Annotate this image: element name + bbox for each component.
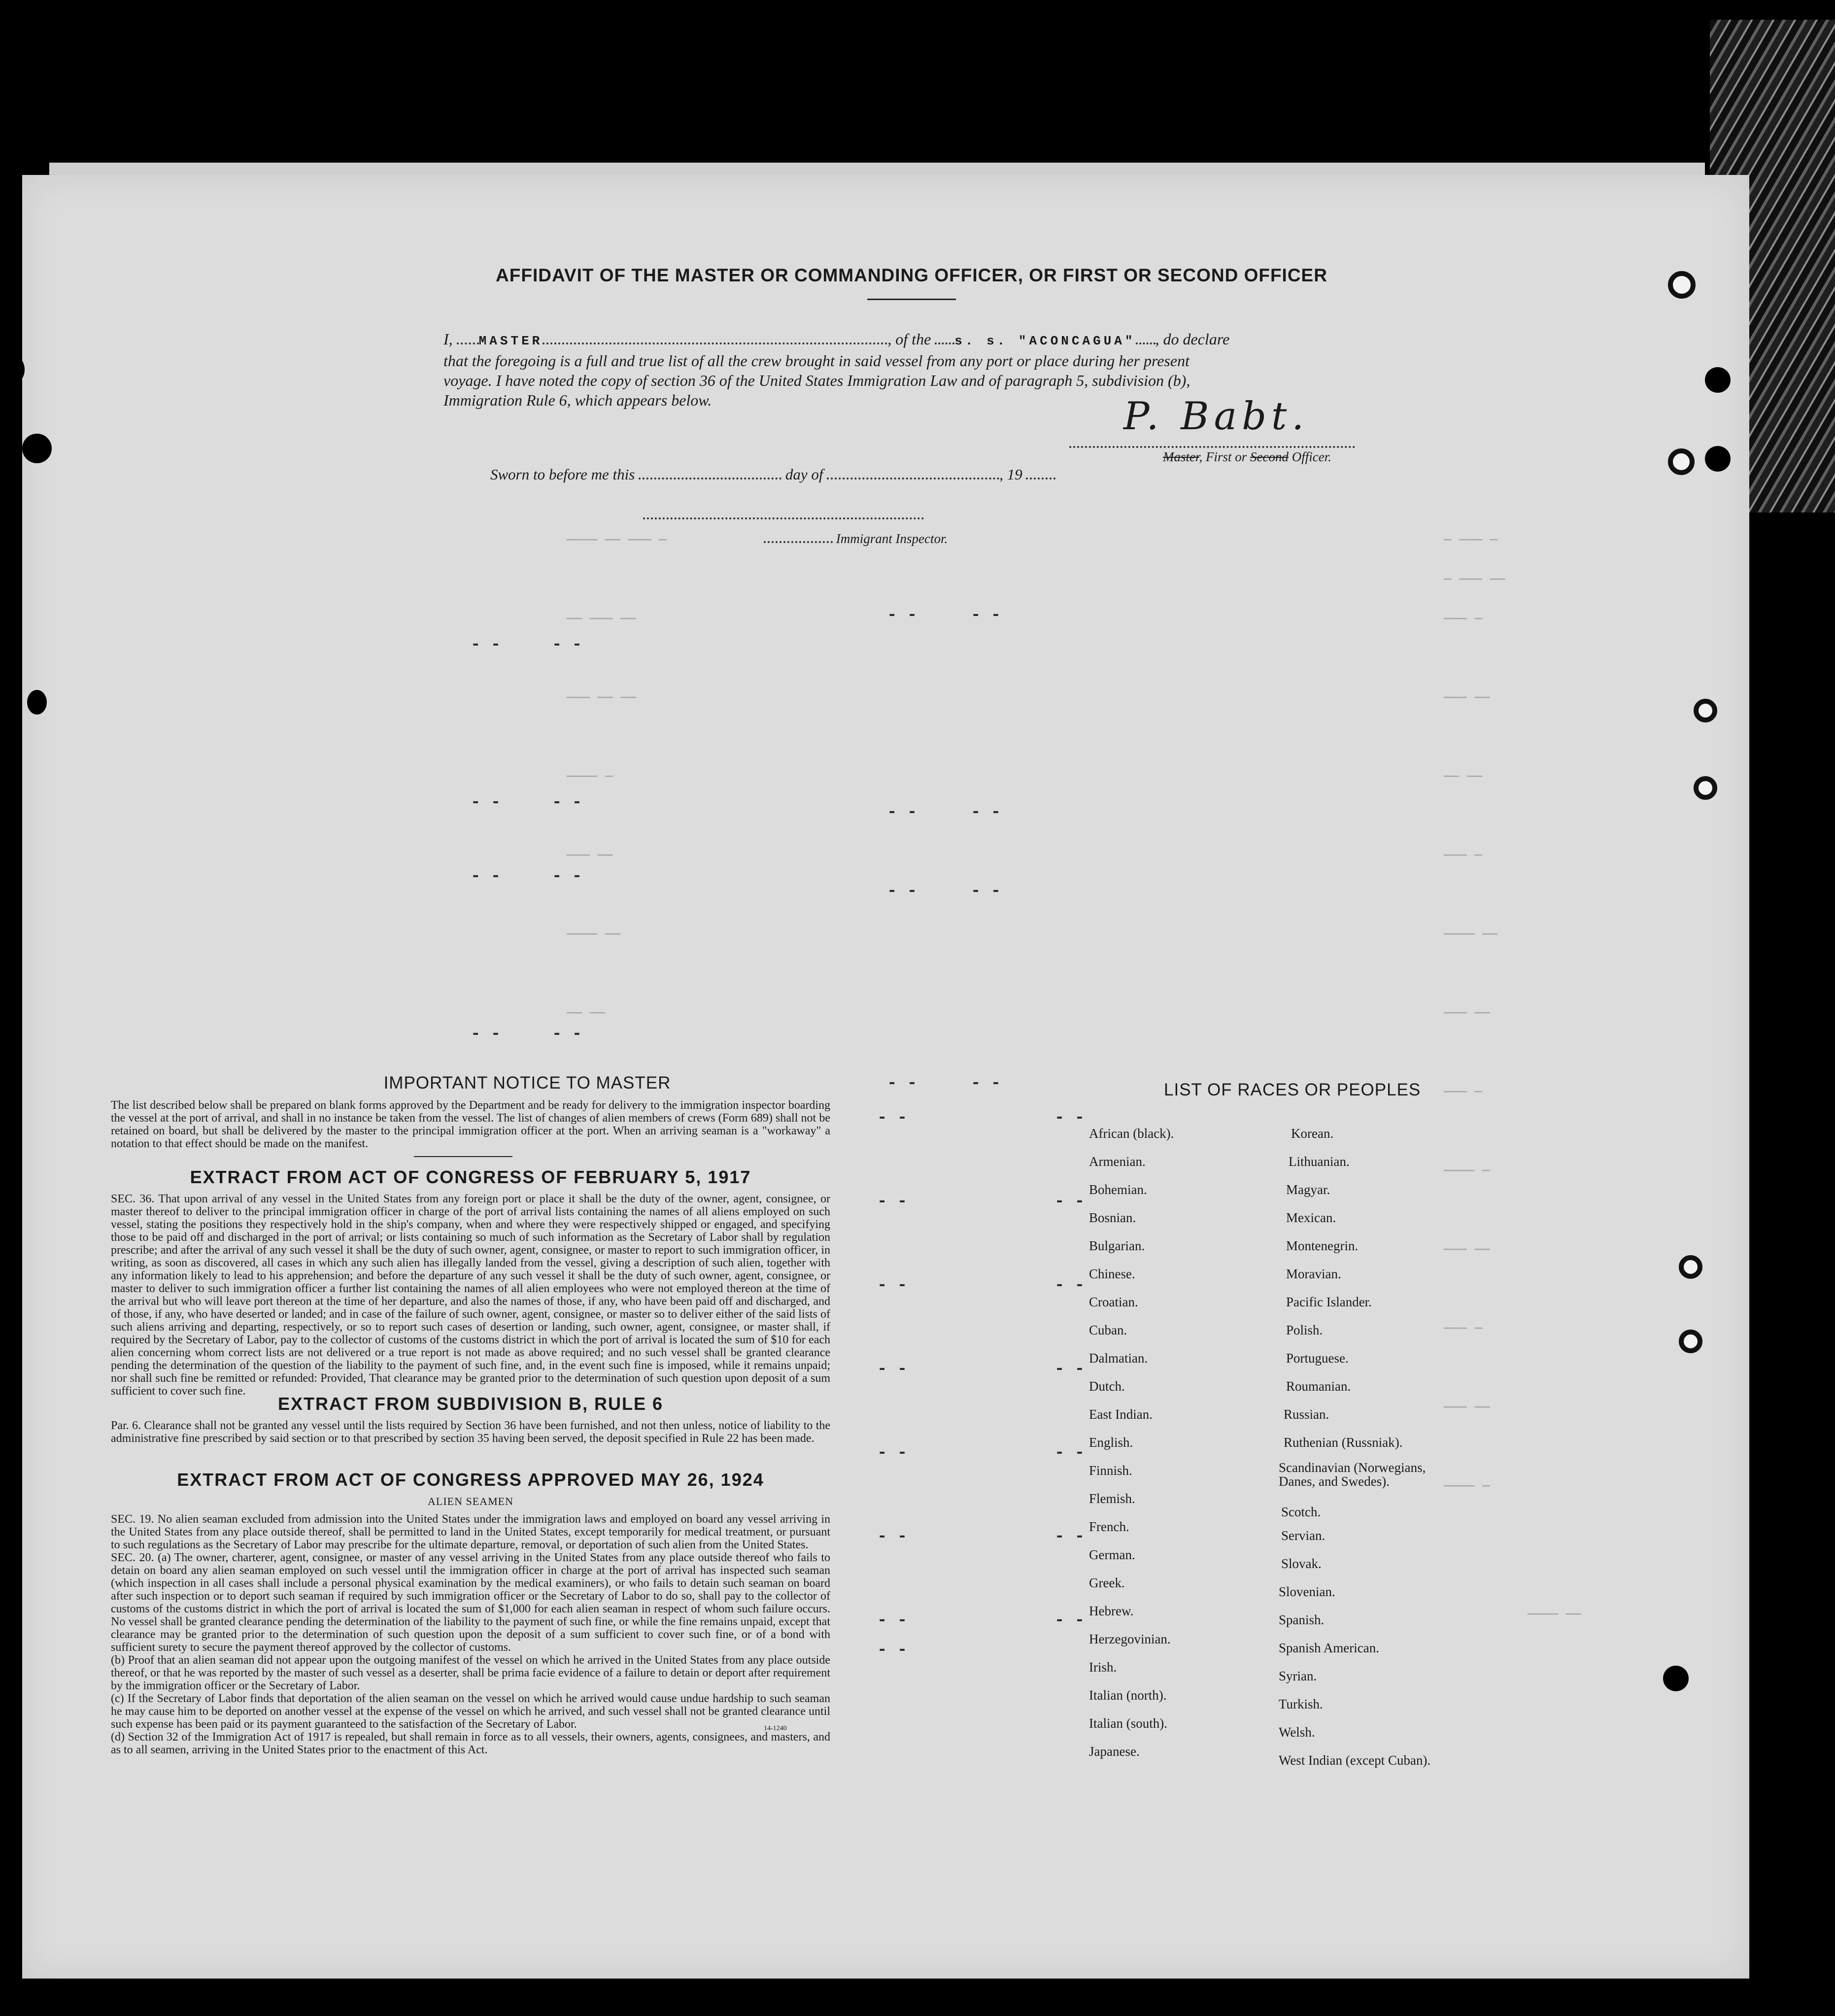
notice-divider: [414, 1156, 512, 1157]
form-number: 14-1240: [764, 1725, 787, 1732]
race-item: Welsh.: [1279, 1725, 1315, 1740]
race-item: Russian.: [1284, 1407, 1329, 1422]
officer-first: , First or: [1199, 449, 1247, 464]
act-1924-title: EXTRACT FROM ACT OF CONGRESS APPROVED MAY 26, 1924: [177, 1469, 764, 1490]
race-item: Dutch.: [1089, 1379, 1125, 1394]
officer-second: Second: [1250, 449, 1289, 464]
race-item: Bulgarian.: [1089, 1238, 1145, 1253]
race-item: Servian.: [1281, 1528, 1325, 1543]
race-item: Cuban.: [1089, 1323, 1127, 1337]
inspector-line: [764, 531, 948, 547]
act-1924-body: [111, 1513, 830, 1756]
punch-hole: [27, 690, 47, 715]
act-1924-sec-19: SEC. 19. No alien seaman excluded from admission into the United States under the immigration laws and employed on board any vessel arriving in the United States from any place outside thereof, shall be permitted to land in the United States, except temporarily for medical treatment, or pursuant to such regulations as the Secretary of Labor may prescribe for the ultimate departure, removal, or deportation of such alien from the United States.: [111, 1513, 830, 1551]
race-item: Ruthenian (Russniak).: [1284, 1435, 1403, 1450]
act-1924-sec-20d: (d) Section 32 of the Immigration Act of 1917 is repealed, but shall remain in force as to all vessels, their owners, agents, consignees, and masters, and as to all seamen, arriving in the United States prior to the enactment of this Act.: [111, 1731, 830, 1756]
act-1924-subtitle: ALIEN SEAMEN: [428, 1495, 513, 1507]
race-item: Italian (south).: [1089, 1716, 1167, 1731]
of-the-label: , of the: [887, 330, 931, 348]
punch-hole: [1679, 1255, 1702, 1279]
race-item: Spanish American.: [1279, 1640, 1379, 1655]
sworn-line: [490, 466, 1055, 483]
notice-body: The list described below shall be prepared on blank forms approved by the Department and be ready for delivery to the immigration inspector boarding the vessel at the port of arrival, and shall in no instance be taken from the vessel. The list of changes of alien members of crews (Form 689) shall not be retained on board, but shall be delivered by the master to the principal immigration officer at the port. When an arriving seaman is a "workaway" a notation to that effect should be made on the manifest.: [111, 1099, 830, 1150]
act-1924-sec-20b: (b) Proof that an alien seaman did not appear upon the outgoing manifest of the vessel on which he arrived in the United States from any place outside thereof, or that he was reported by the master of such vessel as a deserter, shall be prima facie evidence of a failure to detain or deport after requirement by the immigration officer or the Secretary of Labor.: [111, 1654, 830, 1692]
punch-hole: [1679, 1330, 1702, 1353]
inspector-label: Immigrant Inspector.: [836, 531, 948, 546]
declaration-line-1: [443, 329, 1385, 351]
officer-title: [1163, 449, 1331, 465]
sworn-text: Sworn to before me this: [490, 466, 635, 483]
punch-hole: [1705, 446, 1731, 472]
race-item: Greek.: [1089, 1575, 1125, 1590]
title-underline: [867, 299, 956, 300]
race-item: Polish.: [1286, 1323, 1323, 1337]
race-item: Magyar.: [1286, 1182, 1330, 1197]
race-item: West Indian (except Cuban).: [1279, 1753, 1431, 1768]
rule-6-title: EXTRACT FROM SUBDIVISION B, RULE 6: [277, 1394, 664, 1414]
notice-title: IMPORTANT NOTICE TO MASTER: [383, 1073, 671, 1093]
punch-hole: [1705, 367, 1731, 393]
officer-master: Master: [1163, 449, 1199, 464]
vessel-name: s. s. "ACONCAGUA": [954, 334, 1136, 348]
race-item: English.: [1089, 1435, 1133, 1450]
races-title: LIST OF RACES OR PEOPLES: [1164, 1080, 1421, 1099]
race-item: German.: [1089, 1547, 1135, 1562]
race-item: Lithuanian.: [1289, 1154, 1350, 1169]
race-item: Dalmatian.: [1089, 1351, 1148, 1366]
declaration-line-3: voyage. I have noted the copy of section 36 of the United States Immigration Law and of paragraph 5, subdivision (b),: [443, 372, 1190, 389]
race-item: Portuguese.: [1286, 1351, 1349, 1366]
race-item: Japanese.: [1089, 1744, 1140, 1759]
race-item: Finnish.: [1089, 1463, 1132, 1478]
master-name: MASTER: [478, 334, 543, 348]
race-item: Spanish.: [1279, 1612, 1325, 1627]
act-1924-sec-20c: (c) If the Secretary of Labor finds that deportation of the alien seaman on the vessel on which he arrived would cause undue hardship to such seaman he may cause him to be deported on another vessel at the expense of the vessel on which he arrived, and such vessel shall not be granted clearance until such expense has been paid or its payment guaranteed to the satisfaction of the Secretary of Labor.: [111, 1692, 830, 1731]
race-item: Bohemian.: [1089, 1182, 1147, 1197]
race-item: Croatian.: [1089, 1295, 1138, 1309]
signature-line: [1069, 446, 1355, 448]
punch-hole: [1668, 448, 1695, 475]
race-item: Korean.: [1291, 1126, 1334, 1141]
race-item: Montenegrin.: [1286, 1238, 1359, 1253]
race-item: Flemish.: [1089, 1491, 1135, 1506]
do-declare-label: , do declare: [1155, 330, 1230, 348]
race-item: Scandinavian (Norwegians, Danes, and Swedes).: [1279, 1460, 1426, 1489]
declaration-line-4: Immigration Rule 6, which appears below.: [443, 391, 712, 409]
year-label: , 19: [999, 466, 1022, 483]
races-left-column: [1089, 1124, 1311, 1770]
pronoun: I,: [443, 330, 453, 348]
officer-suffix: Officer.: [1289, 449, 1331, 464]
race-item: Pacific Islander.: [1286, 1295, 1372, 1309]
race-item: French.: [1089, 1519, 1129, 1534]
punch-hole: [1663, 1666, 1689, 1691]
race-item: Turkish.: [1279, 1697, 1323, 1711]
race-item: Scotch.: [1281, 1504, 1321, 1519]
race-item: Hebrew.: [1089, 1604, 1134, 1618]
race-item: African (black).: [1089, 1126, 1174, 1141]
punch-hole: [1694, 699, 1717, 722]
rule-6-body: Par. 6. Clearance shall not be granted any vessel until the lists required by Section 36 have been furnished, and not then unless, notice of liability to the administrative fine prescribed by said section or to that prescribed by section 35 having been served, the deposit specified in Rule 22 has been made.: [111, 1419, 830, 1445]
punch-hole: [0, 355, 25, 384]
race-item: Slovenian.: [1279, 1584, 1335, 1599]
race-item: Herzegovinian.: [1089, 1632, 1171, 1646]
race-item: Chinese.: [1089, 1266, 1135, 1281]
master-signature: P. Babt.: [1123, 394, 1309, 439]
race-item: Irish.: [1089, 1660, 1117, 1674]
day-of-label: day of: [785, 466, 823, 483]
race-item: Moravian.: [1286, 1266, 1341, 1281]
inspector-signature-line: [643, 517, 924, 519]
race-item: East Indian.: [1089, 1407, 1153, 1422]
act-1917-title: EXTRACT FROM ACT OF CONGRESS OF FEBRUARY 5, 1917: [190, 1167, 751, 1187]
race-item: Syrian.: [1279, 1669, 1317, 1683]
punch-hole: [1668, 271, 1696, 299]
races-right-column: [1279, 1124, 1510, 1778]
race-item: Bosnian.: [1089, 1210, 1136, 1225]
race-item: Mexican.: [1286, 1210, 1336, 1225]
affidavit-title: AFFIDAVIT OF THE MASTER OR COMMANDING OFFICER, OR FIRST OR SECOND OFFICER: [496, 265, 1327, 285]
race-item: Italian (north).: [1089, 1688, 1167, 1703]
race-item: Armenian.: [1089, 1154, 1146, 1169]
act-1917-body: SEC. 36. That upon arrival of any vessel in the United States from any foreign port or place it shall be the duty of the owner, agent, consignee, or master thereof to deliver to the principal immigration officer in charge of the port of arrival lists containing the names of all aliens employed on such vessel, stating the positions they respectively hold in the ship's company, when and where they were respectively shipped or engaged, and specifying those to be paid off and discharged in the port of arrival; or lists containing so much of such information as the Secretary of Labor shall by regulation prescribe; and after the arrival of any such vessel it shall be the duty of such owner, agent, consignee, or master to report to such immigration officer, in writing, as soon as discovered, all cases in which any such alien has illegally landed from the vessel, giving a description of such alien, together with any information likely to lead to his apprehension; and before the departure of any such vessel it shall be the duty of such owner, agent, consignee, or master to deliver to such immigration officer a further list containing the names of all alien employees who were not employed thereon at the time of the arrival but who will leave port thereon at the time of her departure, and also the names of those, if any, who have been paid off and discharged, and of those, if any, who have deserted or landed; and in case of the failure of such owner, agent, consignee, or master so to deliver either of the said lists of such aliens arriving and departing, respectively, or so to report such cases of desertion or landing, such owner, agent, consignee, or master shall, if required by the Secretary of Labor, pay to the collector of customs of the customs district in which the port of arrival is located the sum of $10 for each alien concerning whom correct lists are not delivered or a true report is not made as above required; and no such vessel shall be granted clearance pending the determination of the question of the liability to the payment of such fine, and, in the event such fine is imposed, while it remains unpaid; nor shall such fine be remitted or refunded: Provided, That clearance may be granted prior to the determination of such question upon deposit of a sum sufficient to cover such fine.: [111, 1193, 830, 1398]
race-item: Slovak.: [1281, 1556, 1322, 1571]
declaration-line-2: that the foregoing is a full and true list of all the crew brought in said vessel from any port or place during her present: [443, 352, 1189, 370]
act-1924-sec-20a: SEC. 20. (a) The owner, charterer, agent, consignee, or master of any vessel arriving in the United States from any place outside thereof who fails to detain on board any alien seaman employed on such vessel until the immigration officer in charge at the port of arrival has inspected such seaman (which inspection in all cases shall include a personal physical examination by the medical examiners), or who fails to detain such seaman on board after such inspection or to deport such seaman if required by such immigration officer or the Secretary of Labor to do so, shall pay to the collector of customs of the customs district in which the port of arrival is located the sum of $1,000 for each alien seaman in respect of whom such failure occurs. No vessel shall be granted clearance pending the determination of the liability to the payment of such fine, or while the fine remains unpaid, except that clearance may be granted prior to the determination of such question upon the deposit of a sum sufficient to cover such fine, or of a bond with sufficient surety to secure the payment thereof approved by the collector of customs.: [111, 1551, 830, 1654]
punch-hole: [22, 434, 52, 463]
race-item: Roumanian.: [1286, 1379, 1351, 1394]
punch-hole: [1694, 776, 1717, 800]
